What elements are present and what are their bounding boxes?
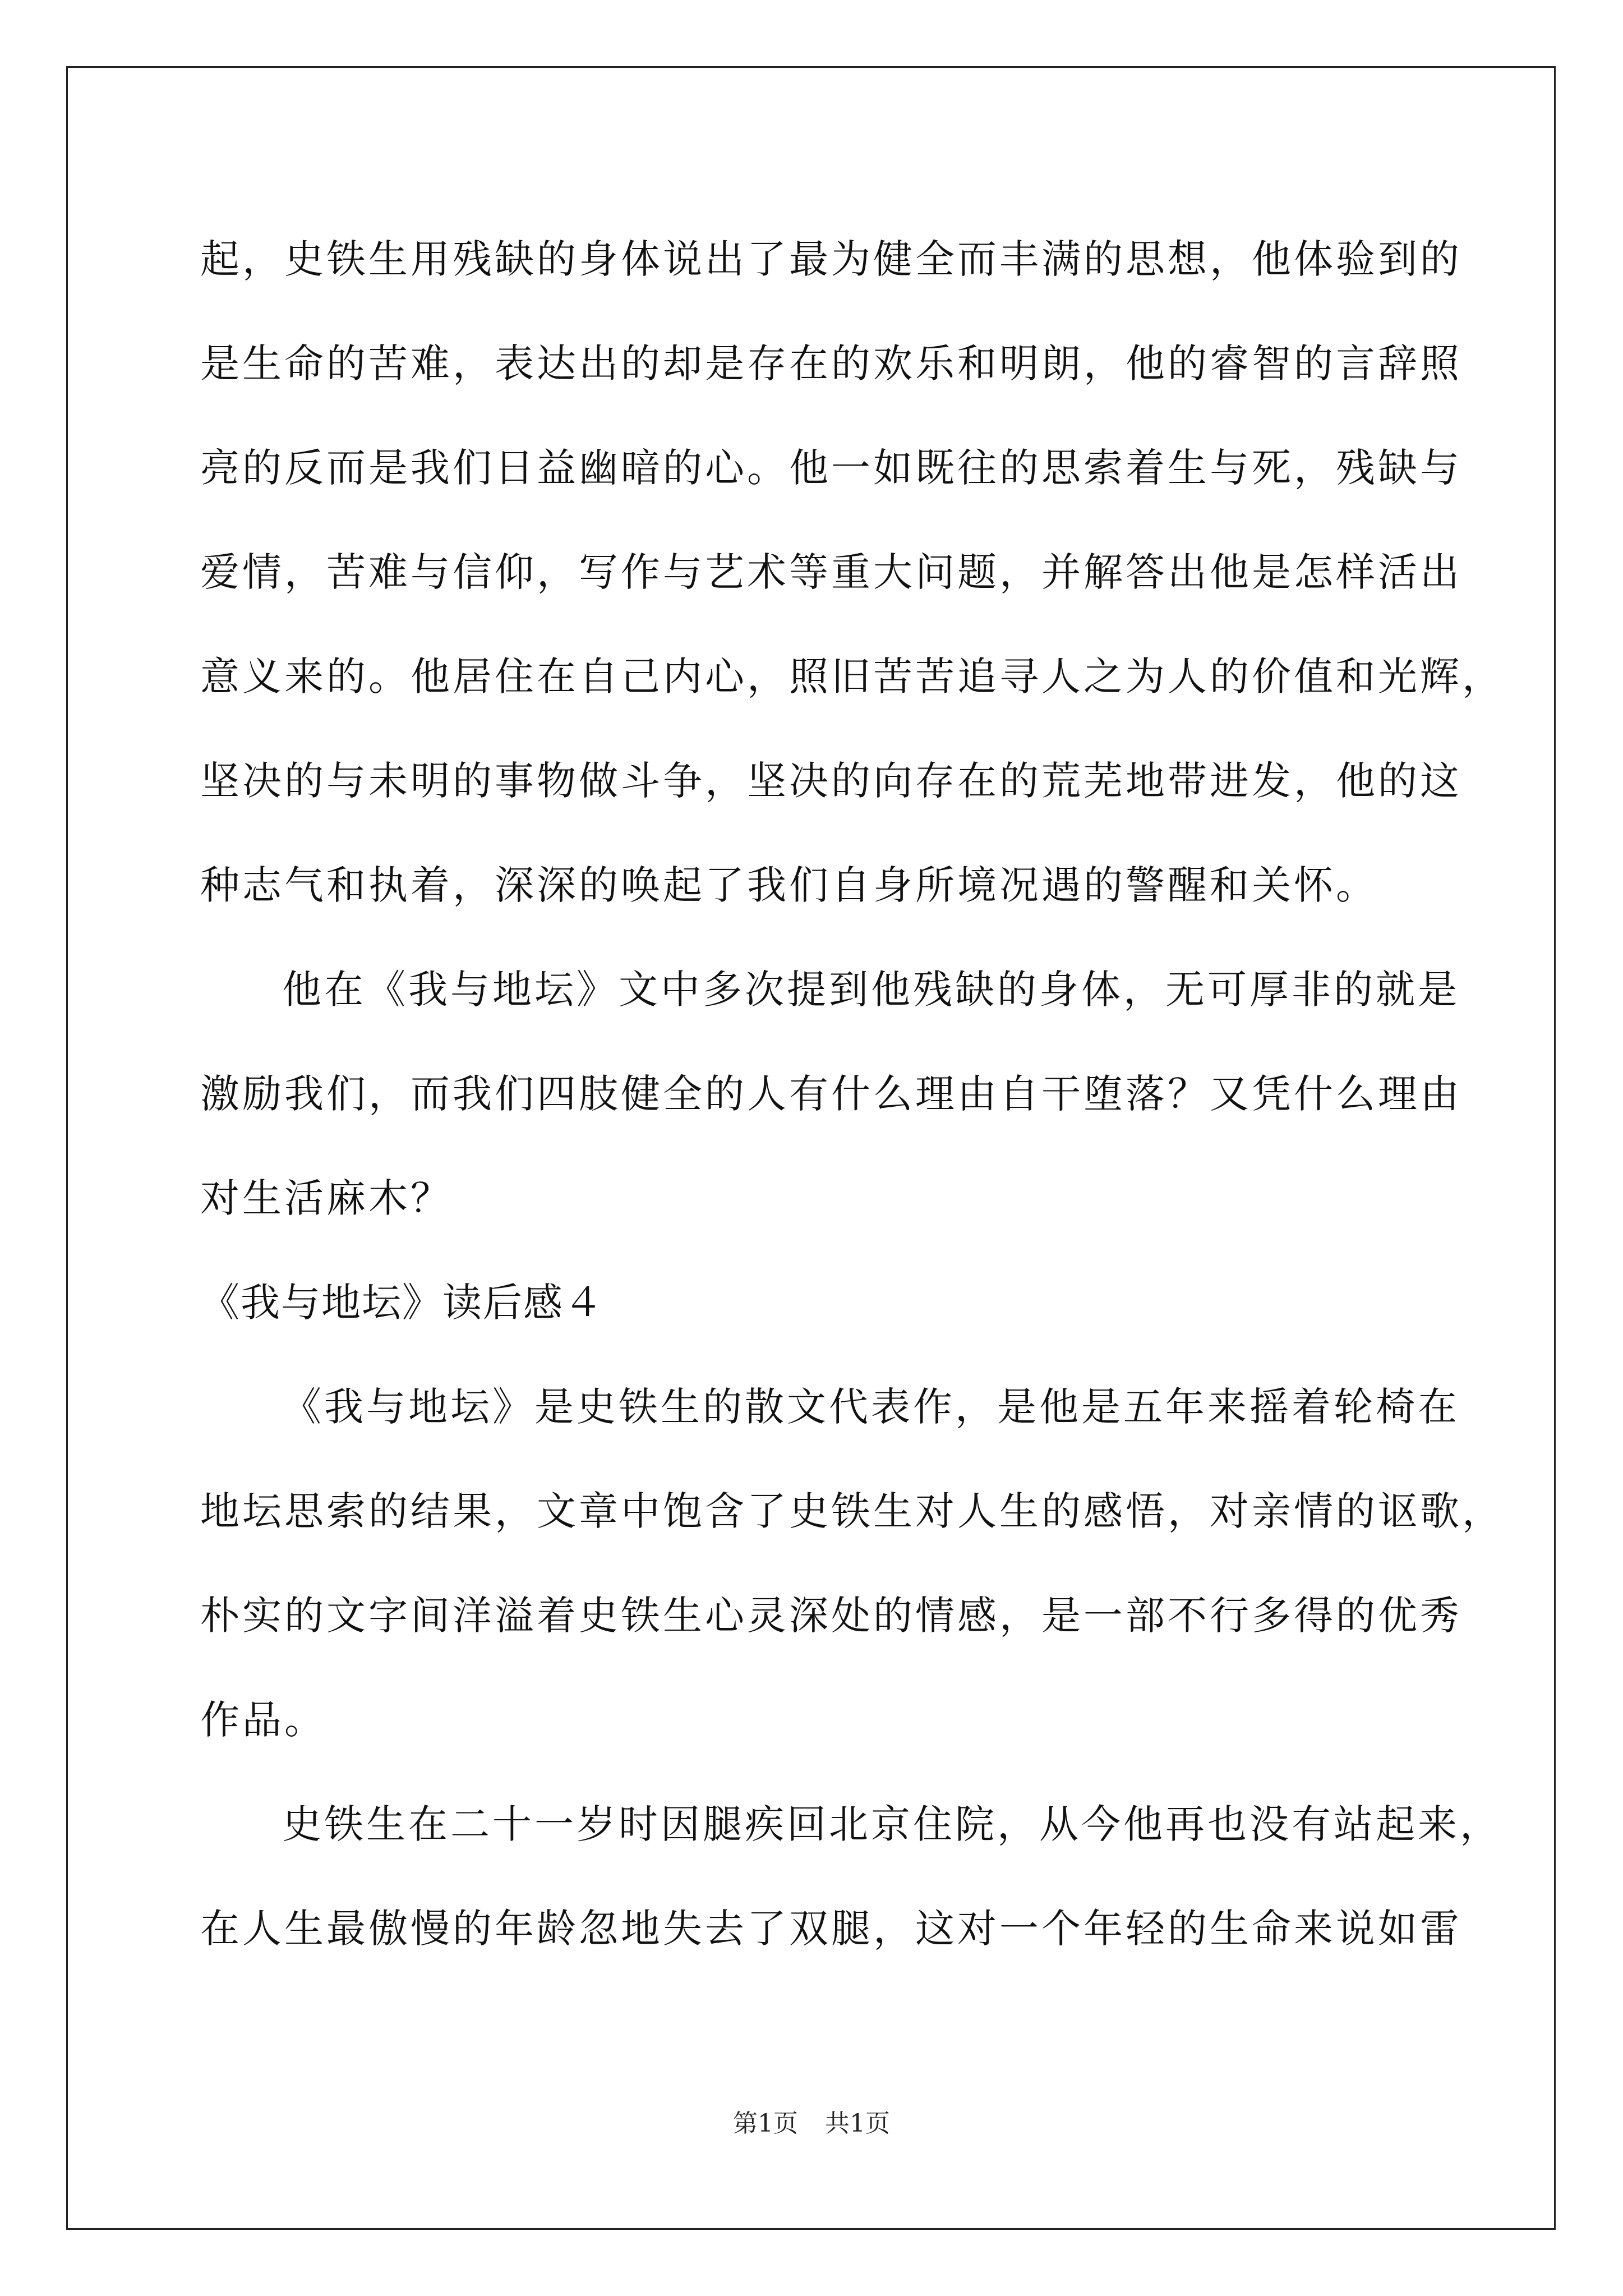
text-line: 亮的反而是我们日益幽暗的心。他一如既往的思索着生与死，残缺与 [200, 445, 1462, 491]
paragraph-start-line: 史铁生在二十一岁时因腿疾回北京住院，从今他再也没有站起来， [282, 1801, 1502, 1847]
text-line: 地坛思索的结果，文章中饱含了史铁生对人生的感悟，对亲情的讴歌， [200, 1488, 1504, 1534]
text-line: 坚决的与未明的事物做斗争，坚决的向存在的荒芜地带进发，他的这 [200, 758, 1462, 804]
text-line: 激励我们，而我们四肢健全的人有什么理由自干堕落？又凭什么理由 [200, 1071, 1462, 1117]
paragraph-start-line: 他在《我与地坛》文中多次提到他残缺的身体，无可厚非的就是 [282, 967, 1460, 1013]
page-total: 共1页 [825, 2109, 890, 2138]
text-line: 起，史铁生用残缺的身体说出了最为健全而丰满的思想，他体验到的 [200, 236, 1462, 282]
page-number: 第1页 [733, 2109, 798, 2138]
text-line: 朴实的文字间洋溢着史铁生心灵深处的情感，是一部不行多得的优秀 [200, 1593, 1462, 1639]
paragraph-start-line: 《我与地坛》是史铁生的散文代表作，是他是五年来摇着轮椅在 [282, 1384, 1460, 1430]
text-line: 在人生最傲慢的年龄忽地失去了双腿，这对一个年轻的生命来说如雷 [200, 1906, 1462, 1952]
text-line: 意义来的。他居住在自己内心，照旧苦苦追寻人之为人的价值和光辉， [200, 654, 1504, 700]
section-heading: 《我与地坛》读后感４ [200, 1280, 604, 1326]
text-line: 爱情，苦难与信仰，写作与艺术等重大问题，并解答出他是怎样活出 [200, 549, 1462, 595]
page-footer [0, 2107, 1623, 2141]
text-line: 对生活麻木？ [200, 1175, 453, 1221]
text-line: 是生命的苦难，表达出的却是存在的欢乐和明朗，他的睿智的言辞照 [200, 341, 1462, 386]
document-body [200, 207, 1504, 1981]
text-line: 作品。 [200, 1697, 326, 1743]
text-line: 种志气和执着，深深的唤起了我们自身所境况遇的警醒和关怀。 [200, 862, 1378, 908]
